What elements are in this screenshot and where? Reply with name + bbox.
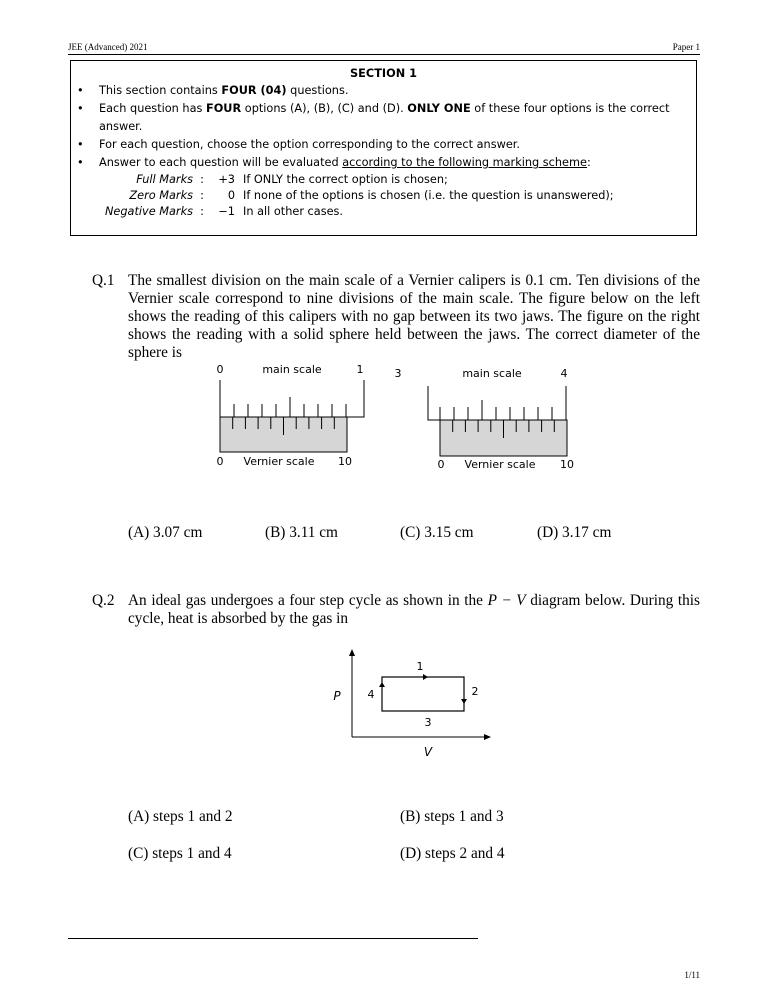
mark-desc: If none of the options is chosen (i.e. the question is unanswered); <box>243 189 614 202</box>
mark-name: Zero Marks <box>129 189 193 202</box>
q1-option-b[interactable]: (B) 3.11 cm <box>265 524 338 541</box>
instruction-bold: FOUR (04) <box>221 84 287 97</box>
q2-text-part: diagram below. During this cycle, heat is absorbed by the gas in <box>128 592 700 627</box>
instruction-item <box>71 82 696 100</box>
instruction-item <box>71 100 696 136</box>
mark-name: Full Marks <box>136 173 193 186</box>
instruction-underline: according to the following marking scheme <box>342 156 587 169</box>
instruction-item <box>71 154 696 172</box>
mark-colon: : <box>200 173 204 186</box>
q1-option-d[interactable]: (D) 3.17 cm <box>537 524 612 541</box>
instructions-box <box>70 60 697 236</box>
instruction-list <box>71 82 696 172</box>
left-main-ticks <box>234 397 346 417</box>
left-main-start: 0 <box>216 363 224 376</box>
p-axis-label: P <box>333 689 341 703</box>
left-vernier-end: 10 <box>338 455 352 468</box>
q2-option-c[interactable]: (C) steps 1 and 4 <box>128 845 232 862</box>
header-exam-name: JEE (Advanced) 2021 <box>68 42 148 52</box>
mark-value: +3 <box>218 173 235 186</box>
instruction-text: Each question has <box>99 102 206 115</box>
instruction-text: options (A), (B), (C) and (D). <box>241 102 408 115</box>
left-main-scale-outline <box>220 380 364 417</box>
step3-label: 3 <box>424 716 432 729</box>
instruction-text: : <box>586 156 591 169</box>
mark-colon: : <box>200 189 204 202</box>
q2-text-part: An ideal gas undergoes a four step cycle as shown in the <box>128 592 488 609</box>
instruction-text: For each question, choose the option corresponding to the correct answer. <box>99 138 520 151</box>
mark-colon: : <box>200 205 204 218</box>
left-main-label: main scale <box>262 363 322 376</box>
q2-option-d[interactable]: (D) steps 2 and 4 <box>400 845 505 862</box>
vernier-right <box>395 367 575 471</box>
header-paper: Paper 1 <box>672 42 700 52</box>
q2-number: Q.2 <box>92 592 115 609</box>
instruction-text: Answer to each question will be evaluated <box>99 156 343 169</box>
header-rule <box>68 54 700 55</box>
marking-scheme <box>99 172 696 220</box>
mark-value: −1 <box>218 205 235 218</box>
instruction-bold: ONLY ONE <box>407 102 471 115</box>
step2-label: 2 <box>471 685 479 698</box>
vernier-figures <box>190 360 590 474</box>
q1-option-a[interactable]: (A) 3.07 cm <box>128 524 203 541</box>
mark-row-full <box>99 172 696 188</box>
instruction-bold: FOUR <box>205 102 242 115</box>
mark-desc: If ONLY the correct option is chosen; <box>243 173 448 186</box>
right-main-scale-outline <box>428 386 566 420</box>
right-main-start: 3 <box>394 367 402 380</box>
step1-label: 1 <box>416 660 424 673</box>
right-main-ticks <box>440 400 552 420</box>
step1-arrow-icon <box>423 674 428 680</box>
cycle-rectangle <box>382 677 464 711</box>
bullet-icon: • <box>77 156 84 169</box>
footer-rule <box>68 938 478 939</box>
instruction-item <box>71 136 696 154</box>
q2-option-a[interactable]: (A) steps 1 and 2 <box>128 808 233 825</box>
q1-number: Q.1 <box>92 272 115 289</box>
step4-label: 4 <box>367 688 375 701</box>
bullet-icon: • <box>77 138 84 151</box>
q1-option-c[interactable]: (C) 3.15 cm <box>400 524 474 541</box>
mark-row-zero <box>99 188 696 204</box>
pv-diagram <box>320 646 500 758</box>
right-vernier-end: 10 <box>560 458 574 471</box>
mark-name: Negative Marks <box>104 205 193 218</box>
q1-text: The smallest division on the main scale of a Vernier calipers is 0.1 cm. Ten divisions of the Vernier scale correspond to nine divisions of the main scale. The figure below on the left shows the reading of this calipers with no gap between its two jaws. The figure on the right shows the reading with a solid sphere held between the jaws. The correct diameter of the sphere is <box>128 272 700 361</box>
mark-desc: In all other cases. <box>243 205 344 218</box>
q2-text <box>128 592 700 628</box>
mark-value: 0 <box>227 189 235 202</box>
q2-math: P − V <box>487 592 526 609</box>
right-main-end: 4 <box>560 367 568 380</box>
step2-arrow-icon <box>461 699 467 704</box>
right-vernier-label: Vernier scale <box>464 458 536 471</box>
section-title: SECTION 1 <box>350 67 417 80</box>
bullet-icon: • <box>77 102 84 115</box>
right-main-label: main scale <box>462 367 522 380</box>
mark-row-negative <box>99 204 696 220</box>
vernier-left <box>217 363 365 468</box>
left-vernier-label: Vernier scale <box>243 455 315 468</box>
page-number: 1/11 <box>684 970 700 980</box>
q2-option-b[interactable]: (B) steps 1 and 3 <box>400 808 504 825</box>
instruction-text: This section contains <box>99 84 222 97</box>
bullet-icon: • <box>77 84 84 97</box>
step4-arrow-icon <box>379 682 385 687</box>
instruction-text: questions. <box>286 84 349 97</box>
left-main-end: 1 <box>356 363 364 376</box>
right-vernier-start: 0 <box>437 458 445 471</box>
v-axis-label: V <box>423 745 433 758</box>
left-vernier-start: 0 <box>216 455 224 468</box>
instruction-text: of these four options is the correct answer. <box>99 102 670 133</box>
